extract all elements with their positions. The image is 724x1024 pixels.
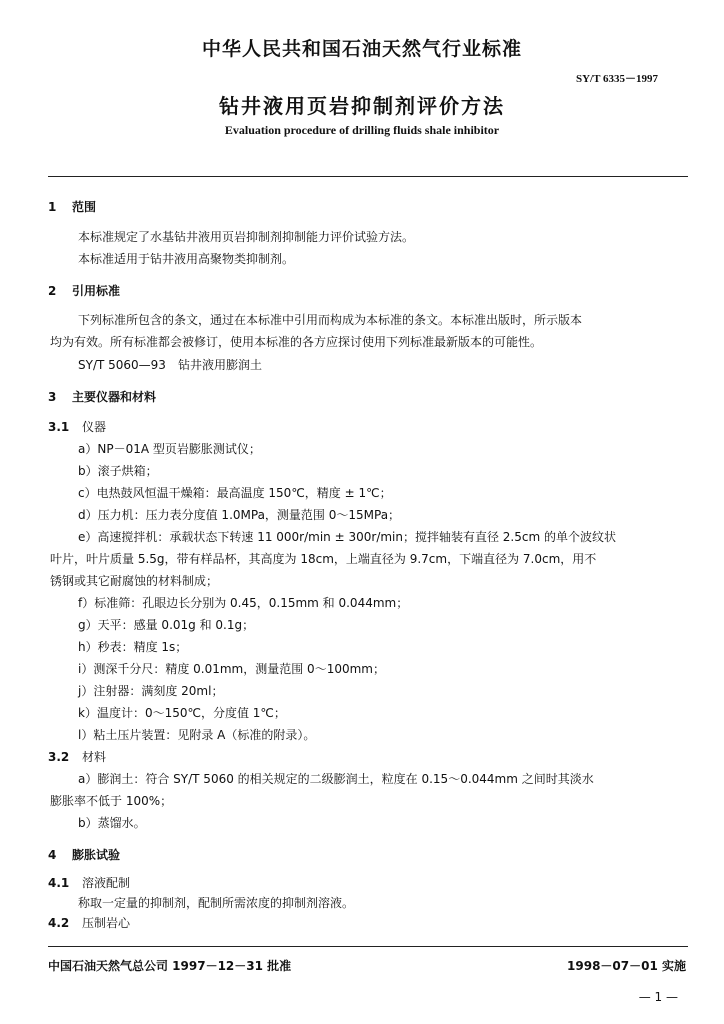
subsection-number: 3.1	[48, 420, 70, 434]
subsection-3-2-heading	[48, 748, 106, 765]
list-item: a）NP－01A 型页岩膨胀测试仪；	[78, 442, 261, 456]
list-item: a）膨润土：符合 SY/T 5060 的相关规定的二级膨润土，粒度在 0.15～0.044mm 之间时其淡水	[78, 772, 594, 786]
section-1-heading	[48, 198, 96, 215]
subsection-title: 压制岩心	[82, 916, 131, 930]
list-item-continuation: 锈钢或其它耐腐蚀的材料制成；	[50, 574, 219, 588]
subsection-number: 3.2	[48, 750, 70, 764]
standard-org: 中华人民共和国石油天然气行业标准	[201, 38, 522, 60]
paragraph: 本标准规定了水基钻井液用页岩抑制剂抑制能力评价试验方法。	[78, 230, 415, 244]
document-title-english: Evaluation procedure of drilling fluids shale inhibitor	[224, 123, 500, 137]
list-item: b）滚子烘箱；	[78, 464, 158, 478]
paragraph: 下列标准所包含的条文，通过在本标准中引用而构成为本标准的条文。本标准出版时，所示版本	[78, 313, 583, 327]
list-item: c）电热鼓风恒温干燥箱：最高温度 150℃，精度 ± 1℃；	[78, 486, 392, 500]
subsection-4-1-heading	[48, 874, 130, 891]
subsection-title: 仪器	[82, 420, 107, 434]
list-item: g）天平：感量 0.01g 和 0.1g；	[78, 618, 255, 632]
document-title: 钻井液用页岩抑制剂评价方法	[219, 94, 505, 118]
section-title: 膨胀试验	[72, 848, 121, 862]
paragraph: 称取一定量的抑制剂，配制所需浓度的抑制剂溶液。	[78, 896, 355, 910]
paragraph: 本标准适用于钻井液用高聚物类抑制剂。	[78, 252, 295, 266]
subsection-4-2-heading	[48, 914, 130, 931]
list-item: i）测深千分尺：精度 0.01mm，测量范围 0～100mm；	[78, 662, 385, 676]
list-item: e）高速搅拌机：承载状态下转速 11 000r/min ± 300r/min；搅拌轴装有直径 2.5cm 的单个波纹状	[78, 530, 616, 544]
list-item: h）秒表：精度 1s；	[78, 640, 188, 654]
page-number: — 1 —	[638, 990, 678, 1004]
list-item: f）标准筛：孔眼边长分别为 0.45，0.15mm 和 0.044mm；	[78, 596, 409, 610]
section-number: 2	[48, 284, 57, 298]
standard-code: SY/T 6335－1997	[575, 73, 658, 85]
list-item-continuation: 膨胀率不低于 100%；	[50, 794, 173, 808]
referenced-standard: SY/T 5060—93 钻井液用膨润土	[78, 358, 262, 372]
header-rule	[48, 176, 688, 177]
list-item: d）压力机：压力表分度值 1.0MPa，测量范围 0～15MPa；	[78, 508, 401, 522]
list-item: b）蒸馏水。	[78, 816, 146, 830]
subsection-number: 4.2	[48, 916, 70, 930]
section-2-heading	[48, 282, 120, 299]
section-4-heading	[48, 846, 120, 863]
implementation-date: 1998－07－01 实施	[567, 959, 686, 973]
paragraph-continuation: 均为有效。所有标准都会被修订，使用本标准的各方应探讨使用下列标准最新版本的可能性。	[50, 335, 543, 349]
list-item: l）粘土压片装置：见附录 A（标准的附录）。	[78, 728, 316, 742]
list-item: k）温度计：0～150℃，分度值 1℃；	[78, 706, 286, 720]
subsection-title: 溶液配制	[82, 876, 131, 890]
approval-info: 中国石油天然气总公司 1997－12－31 批准	[48, 959, 292, 973]
section-title: 范围	[72, 200, 97, 214]
footer-rule	[48, 946, 688, 947]
section-number: 1	[48, 200, 57, 214]
section-3-heading	[48, 388, 156, 405]
subsection-title: 材料	[82, 750, 107, 764]
section-number: 4	[48, 848, 57, 862]
section-title: 主要仪器和材料	[72, 390, 157, 404]
subsection-number: 4.1	[48, 876, 70, 890]
section-number: 3	[48, 390, 57, 404]
subsection-3-1-heading	[48, 418, 106, 435]
section-title: 引用标准	[72, 284, 121, 298]
list-item: j）注射器：满刻度 20ml；	[78, 684, 224, 698]
list-item-continuation: 叶片，叶片质量 5.5g，带有样品杯，其高度为 18cm，上端直径为 9.7cm，下端直径为 7.0cm，用不	[50, 552, 597, 566]
